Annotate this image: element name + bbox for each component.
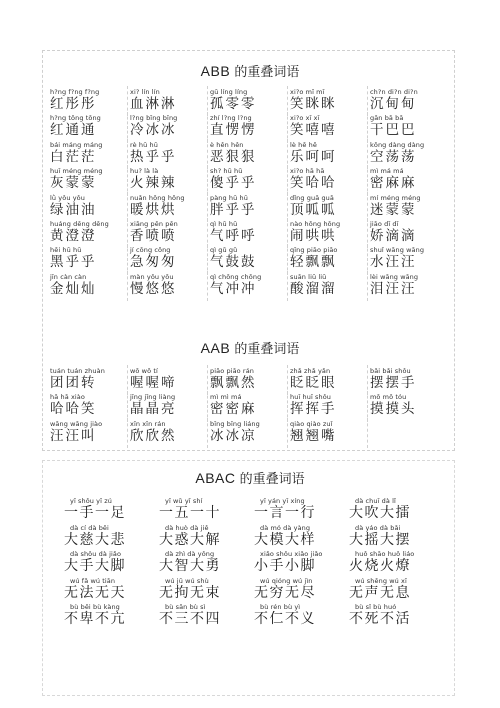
hanzi-word: 热乎乎 bbox=[130, 148, 177, 165]
pinyin: gān bā bā bbox=[370, 114, 404, 123]
word-cell bbox=[349, 550, 444, 577]
word-cell bbox=[367, 141, 447, 167]
hanzi-word: 一五一十 bbox=[159, 505, 221, 521]
word-cell bbox=[47, 246, 127, 272]
pinyin: xi?o mī mī bbox=[290, 88, 325, 96]
column-divider bbox=[367, 418, 368, 448]
word-cell bbox=[47, 167, 127, 193]
pinyin: dà chuī dà lǐ bbox=[355, 497, 396, 505]
pinyin: mō mō tóu bbox=[370, 393, 407, 402]
hanzi-word: 火辣辣 bbox=[130, 175, 177, 192]
word-cell bbox=[64, 603, 159, 630]
word-cell bbox=[207, 194, 287, 220]
word-cell bbox=[64, 577, 159, 604]
pinyin: bù rén bù yì bbox=[260, 603, 301, 612]
hanzi-word: 酸溜溜 bbox=[290, 280, 337, 297]
pinyin: kōng dàng dàng bbox=[370, 140, 425, 149]
word-cell bbox=[127, 367, 207, 393]
hanzi-word: 空荡荡 bbox=[370, 148, 417, 165]
hanzi-word: 大模大样 bbox=[254, 531, 316, 548]
pinyin: wāng wāng jiào bbox=[50, 419, 103, 428]
pinyin: mì má má bbox=[370, 167, 404, 176]
word-cell bbox=[349, 497, 444, 524]
word-cell bbox=[367, 167, 447, 193]
pinyin: gū líng líng bbox=[210, 88, 248, 96]
word-cell bbox=[127, 393, 207, 419]
word-cell bbox=[207, 167, 287, 193]
pinyin: mí méng méng bbox=[370, 193, 421, 202]
word-row bbox=[47, 246, 447, 272]
pinyin: nuǎn hōng hōng bbox=[130, 193, 185, 202]
word-row bbox=[47, 273, 447, 299]
word-cell bbox=[64, 550, 159, 577]
hanzi-word: 恶狠狠 bbox=[210, 148, 257, 165]
hanzi-word: 笑哈哈 bbox=[290, 175, 337, 192]
word-row bbox=[47, 420, 447, 446]
hanzi-word: 挥挥手 bbox=[290, 401, 337, 418]
word-cell bbox=[367, 194, 447, 220]
hanzi-word: 香喷喷 bbox=[130, 227, 177, 244]
column-divider bbox=[207, 418, 208, 448]
aab-word-grid bbox=[47, 367, 447, 446]
pinyin: dà yáo dà bǎi bbox=[355, 523, 401, 532]
word-cell bbox=[127, 246, 207, 272]
pinyin: wú fǎ wú tiān bbox=[70, 576, 116, 585]
word-row bbox=[47, 141, 447, 167]
pinyin: xiǎo shǒu xiǎo jiǎo bbox=[260, 550, 323, 559]
word-cell bbox=[159, 497, 254, 524]
hanzi-word: 摆摆手 bbox=[370, 375, 417, 391]
word-cell bbox=[47, 273, 127, 299]
word-cell bbox=[207, 88, 287, 114]
pinyin: hu? là là bbox=[130, 167, 159, 176]
pinyin: ch?n di?n di?n bbox=[370, 88, 418, 96]
pinyin: suān liū liū bbox=[290, 272, 327, 281]
word-cell bbox=[207, 141, 287, 167]
word-cell bbox=[254, 550, 349, 577]
hanzi-word: 不卑不亢 bbox=[64, 611, 126, 628]
aab-title-cn: 的重叠词语 bbox=[234, 342, 300, 357]
hanzi-word: 大慈大悲 bbox=[64, 531, 126, 548]
hanzi-word: 笑眯眯 bbox=[290, 96, 337, 112]
hanzi-word: 飘飘然 bbox=[210, 375, 257, 391]
word-cell bbox=[367, 220, 447, 246]
pinyin: qiào qiào zuǐ bbox=[290, 419, 333, 428]
word-row bbox=[64, 524, 444, 551]
pinyin: hēi hū hū bbox=[50, 246, 82, 255]
word-cell bbox=[367, 367, 447, 393]
word-cell bbox=[47, 194, 127, 220]
hanzi-word: 血淋淋 bbox=[130, 96, 177, 112]
word-cell bbox=[127, 141, 207, 167]
word-cell bbox=[207, 246, 287, 272]
pinyin: bīng bīng liáng bbox=[210, 419, 260, 428]
word-row bbox=[47, 393, 447, 419]
column-divider bbox=[127, 271, 128, 301]
hanzi-word: 冰冰凉 bbox=[210, 427, 257, 444]
hanzi-word: 冷冰冰 bbox=[130, 122, 177, 139]
abac-section-title bbox=[0, 468, 500, 487]
abb-section-title bbox=[0, 61, 500, 80]
word-cell bbox=[254, 577, 349, 604]
hanzi-word: 摸摸头 bbox=[370, 401, 417, 418]
pinyin: qì chōng chōng bbox=[210, 272, 262, 281]
hanzi-word: 娇滴滴 bbox=[370, 227, 417, 244]
word-cell bbox=[159, 577, 254, 604]
word-cell bbox=[127, 114, 207, 140]
hanzi-word: 傻乎乎 bbox=[210, 175, 257, 192]
word-row bbox=[47, 367, 447, 393]
word-row bbox=[47, 220, 447, 246]
hanzi-word: 小手小脚 bbox=[254, 558, 316, 575]
pinyin: piāo piāo rán bbox=[210, 367, 254, 375]
pinyin: huī huī shǒu bbox=[290, 393, 332, 402]
hanzi-word: 顶呱呱 bbox=[290, 201, 337, 218]
abb-title-latin: ABB bbox=[200, 63, 231, 79]
word-cell bbox=[254, 603, 349, 630]
word-cell bbox=[367, 114, 447, 140]
abac-title-cn: 的重叠词语 bbox=[239, 472, 305, 487]
pinyin: xi? lín lín bbox=[130, 88, 160, 96]
hanzi-word: 无拘无束 bbox=[159, 584, 221, 601]
hanzi-word: 眨眨眼 bbox=[290, 375, 337, 391]
pinyin: zhǎ zhǎ yǎn bbox=[290, 367, 331, 375]
hanzi-word: 胖乎乎 bbox=[210, 201, 257, 218]
word-cell bbox=[47, 88, 127, 114]
hanzi-word: 大智大勇 bbox=[159, 558, 221, 575]
pinyin: qīng piāo piāo bbox=[290, 246, 338, 255]
word-cell bbox=[287, 367, 367, 393]
abac-title-latin: ABAC bbox=[195, 470, 236, 486]
pinyin: dà huò dà jiě bbox=[165, 523, 209, 532]
word-cell bbox=[287, 88, 367, 114]
word-cell bbox=[367, 273, 447, 299]
word-row bbox=[64, 497, 444, 524]
pinyin: wō wō tí bbox=[130, 367, 158, 375]
hanzi-word: 一手一足 bbox=[64, 505, 126, 521]
hanzi-word: 不死不活 bbox=[349, 611, 411, 628]
word-cell bbox=[64, 497, 159, 524]
pinyin: yī wǔ yī shí bbox=[165, 497, 203, 505]
hanzi-word: 白茫茫 bbox=[50, 148, 97, 165]
pinyin: jiāo dī dī bbox=[370, 219, 399, 228]
word-row bbox=[47, 114, 447, 140]
column-divider bbox=[207, 271, 208, 301]
pinyin: zhí l?ng l?ng bbox=[210, 114, 252, 123]
word-cell bbox=[47, 367, 127, 393]
pinyin: huáng dēng dēng bbox=[50, 219, 109, 228]
pinyin: dà shǒu dà jiǎo bbox=[70, 550, 122, 559]
hanzi-word: 哈哈笑 bbox=[50, 401, 97, 418]
hanzi-word: 无声无息 bbox=[349, 584, 411, 601]
hanzi-word: 无法无天 bbox=[64, 584, 126, 601]
pinyin: wú shēng wú xī bbox=[355, 576, 407, 585]
hanzi-word: 急匆匆 bbox=[130, 254, 177, 271]
pinyin: lè hē hē bbox=[290, 140, 317, 149]
pinyin: mì mì má bbox=[210, 393, 242, 402]
word-cell bbox=[287, 114, 367, 140]
hanzi-word: 气鼓鼓 bbox=[210, 254, 257, 271]
word-cell bbox=[127, 194, 207, 220]
hanzi-word: 不三不四 bbox=[159, 611, 221, 628]
word-cell bbox=[207, 367, 287, 393]
pinyin: dǐng guā guā bbox=[290, 193, 334, 202]
hanzi-word: 欣欣然 bbox=[130, 427, 177, 444]
word-cell bbox=[127, 88, 207, 114]
word-cell bbox=[287, 141, 367, 167]
abb-title-cn: 的重叠词语 bbox=[234, 65, 300, 80]
pinyin: h?ng f?ng f?ng bbox=[50, 88, 100, 96]
pinyin: lèi wāng wāng bbox=[370, 272, 419, 281]
pinyin: jīng jīng liàng bbox=[130, 393, 176, 402]
pinyin: xīn xīn rán bbox=[130, 419, 166, 428]
hanzi-word: 乐呵呵 bbox=[290, 148, 337, 165]
pinyin: qì gǔ gǔ bbox=[210, 246, 238, 255]
hanzi-word: 灰蒙蒙 bbox=[50, 175, 97, 192]
hanzi-word: 慢悠悠 bbox=[130, 280, 177, 297]
word-cell bbox=[349, 603, 444, 630]
word-row bbox=[64, 603, 444, 630]
word-cell bbox=[287, 393, 367, 419]
hanzi-word: 暖烘烘 bbox=[130, 201, 177, 218]
word-cell bbox=[127, 220, 207, 246]
word-cell bbox=[207, 273, 287, 299]
pinyin: sh? hū hū bbox=[210, 167, 243, 176]
abac-word-grid bbox=[64, 497, 444, 630]
word-cell bbox=[64, 524, 159, 551]
pinyin: huǒ shāo huǒ liáo bbox=[355, 550, 415, 559]
hanzi-word: 泪汪汪 bbox=[370, 280, 417, 297]
word-cell bbox=[159, 550, 254, 577]
word-cell bbox=[159, 524, 254, 551]
pinyin: pàng hū hū bbox=[210, 193, 248, 202]
word-cell bbox=[287, 220, 367, 246]
hanzi-word: 密麻麻 bbox=[370, 175, 417, 192]
word-cell bbox=[47, 393, 127, 419]
hanzi-word: 轻飘飘 bbox=[290, 254, 337, 271]
pinyin: bù bēi bù kàng bbox=[70, 603, 120, 612]
aab-section-title bbox=[0, 338, 500, 357]
word-cell bbox=[349, 524, 444, 551]
hanzi-word: 沉甸甸 bbox=[370, 96, 417, 112]
word-cell bbox=[254, 497, 349, 524]
word-cell bbox=[349, 577, 444, 604]
pinyin: màn yōu yōu bbox=[130, 272, 174, 281]
hanzi-word: 孤零零 bbox=[210, 96, 257, 112]
pinyin: è hěn hěn bbox=[210, 140, 244, 149]
word-cell bbox=[287, 273, 367, 299]
word-cell bbox=[47, 420, 127, 446]
pinyin: jīn càn càn bbox=[50, 272, 87, 281]
hanzi-word: 气呼呼 bbox=[210, 227, 257, 244]
pinyin: h?ng tōng tōng bbox=[50, 114, 101, 123]
word-cell bbox=[287, 420, 367, 446]
hanzi-word: 密密麻 bbox=[210, 401, 257, 418]
word-cell bbox=[127, 420, 207, 446]
word-cell bbox=[367, 393, 447, 419]
word-cell bbox=[287, 246, 367, 272]
hanzi-word: 黄澄澄 bbox=[50, 227, 97, 244]
word-cell bbox=[47, 141, 127, 167]
word-cell bbox=[367, 246, 447, 272]
word-row bbox=[47, 88, 447, 114]
column-divider bbox=[127, 418, 128, 448]
word-row bbox=[47, 167, 447, 193]
pinyin: dà cí dà bēi bbox=[70, 523, 109, 532]
word-cell bbox=[207, 420, 287, 446]
hanzi-word: 黑乎乎 bbox=[50, 254, 97, 271]
pinyin: hā hā xiào bbox=[50, 393, 85, 402]
word-cell bbox=[127, 167, 207, 193]
column-divider bbox=[287, 271, 288, 301]
word-row bbox=[64, 577, 444, 604]
word-cell bbox=[287, 167, 367, 193]
word-cell bbox=[47, 220, 127, 246]
pinyin: wú jū wú shù bbox=[165, 576, 209, 585]
hanzi-word: 迷蒙蒙 bbox=[370, 201, 417, 218]
hanzi-word: 大摇大摆 bbox=[349, 531, 411, 548]
pinyin: xi?o hā hā bbox=[290, 167, 325, 176]
word-cell bbox=[47, 114, 127, 140]
pinyin: wú qióng wú jìn bbox=[260, 576, 313, 585]
word-cell bbox=[367, 88, 447, 114]
pinyin: tuán tuán zhuàn bbox=[50, 367, 105, 375]
aab-title-latin: AAB bbox=[200, 340, 231, 356]
pinyin: xiāng pēn pēn bbox=[130, 219, 178, 228]
word-row bbox=[64, 550, 444, 577]
hanzi-word: 汪汪叫 bbox=[50, 427, 97, 444]
pinyin: dà mó dà yàng bbox=[260, 523, 311, 532]
word-cell bbox=[207, 393, 287, 419]
word-row bbox=[47, 194, 447, 220]
pinyin: xi?o xī xī bbox=[290, 114, 320, 123]
hanzi-word: 大手大脚 bbox=[64, 558, 126, 575]
hanzi-word: 水汪汪 bbox=[370, 254, 417, 271]
pinyin: rè hū hū bbox=[130, 140, 158, 149]
column-divider bbox=[287, 418, 288, 448]
abb-word-grid bbox=[47, 88, 447, 299]
pinyin: bǎi bǎi shǒu bbox=[370, 367, 411, 375]
pinyin: lǜ yǒu yǒu bbox=[50, 193, 85, 202]
pinyin: l?ng bīng bīng bbox=[130, 114, 178, 123]
word-cell bbox=[127, 273, 207, 299]
word-cell bbox=[207, 220, 287, 246]
column-divider bbox=[367, 271, 368, 301]
pinyin: qì hū hū bbox=[210, 219, 238, 228]
pinyin: yī yán yī xíng bbox=[260, 497, 305, 505]
hanzi-word: 一言一行 bbox=[254, 505, 316, 521]
hanzi-word: 红彤彤 bbox=[50, 96, 97, 112]
hanzi-word: 团团转 bbox=[50, 375, 97, 391]
pinyin: huī méng méng bbox=[50, 167, 103, 176]
pinyin: dà zhì dà yǒng bbox=[165, 550, 215, 559]
hanzi-word: 晶晶亮 bbox=[130, 401, 177, 418]
pinyin: bù sǐ bù huó bbox=[355, 603, 397, 612]
hanzi-word: 笑嘻嘻 bbox=[290, 122, 337, 139]
hanzi-word: 气冲冲 bbox=[210, 280, 257, 297]
hanzi-word: 直愣愣 bbox=[210, 122, 257, 139]
word-cell bbox=[159, 603, 254, 630]
word-cell bbox=[207, 114, 287, 140]
pinyin: jí cōng cōng bbox=[130, 246, 171, 255]
pinyin: bù sān bù sì bbox=[165, 603, 206, 612]
word-cell bbox=[367, 420, 447, 446]
hanzi-word: 无穷无尽 bbox=[254, 584, 316, 601]
hanzi-word: 喔喔啼 bbox=[130, 375, 177, 391]
word-cell bbox=[287, 194, 367, 220]
hanzi-word: 干巴巴 bbox=[370, 122, 417, 139]
word-cell bbox=[254, 524, 349, 551]
pinyin: bái máng máng bbox=[50, 140, 103, 149]
hanzi-word: 火烧火燎 bbox=[349, 558, 411, 575]
hanzi-word: 不仁不义 bbox=[254, 611, 316, 628]
pinyin: nào hōng hōng bbox=[290, 219, 341, 228]
hanzi-word: 闹哄哄 bbox=[290, 227, 337, 244]
hanzi-word: 大吹大擂 bbox=[349, 505, 411, 521]
pinyin: yī shǒu yī zú bbox=[70, 497, 112, 505]
hanzi-word: 绿油油 bbox=[50, 201, 97, 218]
hanzi-word: 大惑大解 bbox=[159, 531, 221, 548]
hanzi-word: 翘翘嘴 bbox=[290, 427, 337, 444]
pinyin: shuǐ wāng wāng bbox=[370, 246, 425, 255]
hanzi-word: 红通通 bbox=[50, 122, 97, 139]
hanzi-word: 金灿灿 bbox=[50, 280, 97, 297]
